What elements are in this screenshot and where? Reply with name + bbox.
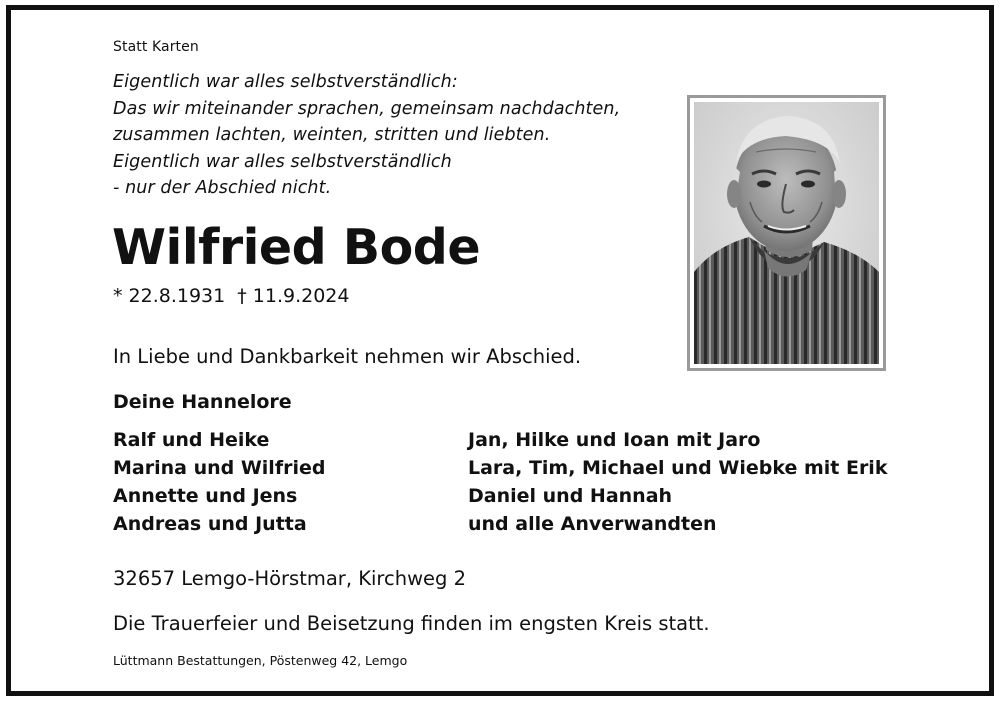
- ceremony-note: Die Trauerfeier und Beisetzung finden im engsten Kreis statt.: [113, 612, 710, 635]
- portrait-image: [694, 102, 879, 364]
- life-dates: [113, 283, 350, 309]
- poem: [113, 69, 620, 202]
- poem-line: Das wir miteinander sprachen, gemeinsam nachdachten,: [113, 98, 621, 119]
- family-entry: Marina und Wilfried: [113, 457, 326, 479]
- portrait-photo: [687, 95, 886, 371]
- birth-date: * 22.8.1931: [113, 285, 226, 307]
- spouse-name: Deine Hannelore: [113, 391, 292, 413]
- address: 32657 Lemgo-Hörstmar, Kirchweg 2: [113, 567, 467, 590]
- poem-line: - nur der Abschied nicht.: [113, 178, 332, 198]
- family-entry: Daniel und Hannah: [468, 485, 673, 507]
- death-date: † 11.9.2024: [237, 285, 350, 307]
- deceased-name: Wilfried Bode: [112, 219, 481, 276]
- poem-line: Eigentlich war alles selbstverständlich: [113, 151, 452, 172]
- family-entry: Lara, Tim, Michael und Wiebke mit Erik: [468, 457, 888, 479]
- family-list-left: [113, 426, 325, 538]
- funeral-home-footer: Lüttmann Bestattungen, Pöstenweg 42, Lemgo: [113, 653, 408, 668]
- farewell-text: In Liebe und Dankbarkeit nehmen wir Abschied.: [113, 345, 582, 368]
- family-entry: und alle Anverwandten: [468, 513, 717, 535]
- family-entry: Andreas und Jutta: [113, 513, 307, 535]
- poem-line: Eigentlich war alles selbstverständlich:: [113, 72, 458, 92]
- family-entry: Jan, Hilke und Ioan mit Jaro: [468, 429, 761, 451]
- notice-header: Statt Karten: [113, 39, 199, 55]
- family-entry: Annette und Jens: [113, 485, 298, 507]
- poem-line: zusammen lachten, weinten, stritten und liebten.: [113, 125, 551, 145]
- family-entry: Ralf und Heike: [113, 429, 270, 451]
- family-list-right: [468, 426, 887, 538]
